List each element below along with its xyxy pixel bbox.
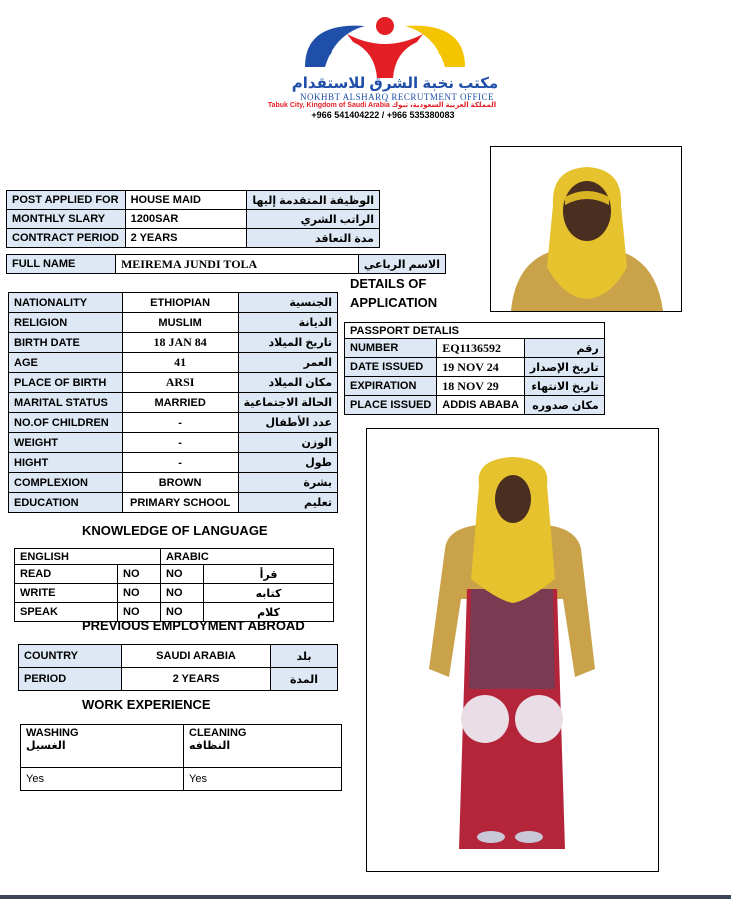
row-arabic: NO xyxy=(161,584,204,603)
row-value: PRIMARY SCHOOL xyxy=(122,493,238,513)
row-value: - xyxy=(122,413,238,433)
row-value: MARRIED xyxy=(122,393,238,413)
row-english: NO xyxy=(118,565,161,584)
row-label: RELIGION xyxy=(9,313,123,333)
office-phones: +966 541404222 / +966 535380083 xyxy=(311,110,455,120)
table-row xyxy=(9,293,338,313)
row-value: - xyxy=(122,453,238,473)
table-row xyxy=(7,255,446,274)
office-location: Tabuk City, Kingdom of Saudi Arabia المملكة العربية السعودية، تبوك xyxy=(267,102,497,109)
job-table xyxy=(6,190,380,248)
experience-heading: WORK EXPERIENCE xyxy=(82,697,211,712)
row-ar: تعليم xyxy=(238,493,337,513)
row-ar: رقم xyxy=(524,339,604,358)
post-ar: الوظيفة المتقدمة إليها xyxy=(247,191,380,210)
table-row xyxy=(345,377,605,396)
row-label: READ xyxy=(15,565,118,584)
row-label: NUMBER xyxy=(345,339,437,358)
row-label: PLACE OF BIRTH xyxy=(9,373,123,393)
table-row xyxy=(21,725,342,768)
table-row xyxy=(9,393,338,413)
passport-title: PASSPORT DETALIS xyxy=(345,323,605,339)
personal-table xyxy=(8,292,338,513)
row-label: COMPLEXION xyxy=(9,473,123,493)
country-ar: بلد xyxy=(271,645,338,668)
col-english: ENGLISH xyxy=(15,549,161,565)
office-name-en: NOKHBT ALSHARQ RECRUTMENT OFFICE xyxy=(300,92,494,102)
row-ar: تاريخ الانتهاء xyxy=(524,377,604,396)
table-row xyxy=(9,353,338,373)
row-label: SPEAK xyxy=(15,603,118,622)
details-heading-2: APPLICATION xyxy=(350,295,438,310)
table-row xyxy=(9,373,338,393)
cleaning-en: CLEANING xyxy=(189,727,247,739)
row-label: MARITAL STATUS xyxy=(9,393,123,413)
period-label: PERIOD xyxy=(19,668,122,691)
table-row xyxy=(7,210,380,229)
table-row xyxy=(345,358,605,377)
salary-ar: الراتب الشري xyxy=(247,210,380,229)
post-label: POST APPLIED FOR xyxy=(7,191,126,210)
country-value: SAUDI ARABIA xyxy=(122,645,271,668)
table-row xyxy=(9,413,338,433)
row-label: NATIONALITY xyxy=(9,293,123,313)
row-label: PLACE ISSUED xyxy=(345,396,437,415)
table-row xyxy=(9,453,338,473)
full-body-photo xyxy=(366,428,659,872)
row-english: NO xyxy=(118,584,161,603)
bottom-bar xyxy=(0,895,731,899)
row-value: 19 NOV 24 xyxy=(437,358,525,377)
office-name-ar: مكتب نخبة الشرق للاستقدام xyxy=(291,75,499,92)
full-name-ar: الاسم الرباعي xyxy=(358,255,445,274)
row-ar: العمر xyxy=(238,353,337,373)
period-value: 2 YEARS xyxy=(122,668,271,691)
row-label: NO.OF CHILDREN xyxy=(9,413,123,433)
row-ar: قرأ xyxy=(204,565,334,584)
row-label: EDUCATION xyxy=(9,493,123,513)
row-ar: عدد الأطفال xyxy=(238,413,337,433)
row-ar: الوزن xyxy=(238,433,337,453)
row-ar: الديانة xyxy=(238,313,337,333)
table-row xyxy=(345,396,605,415)
row-ar: الحالة الاجتماعية xyxy=(238,393,337,413)
table-row xyxy=(21,768,342,791)
cleaning-value: Yes xyxy=(184,768,342,791)
row-english: NO xyxy=(118,603,161,622)
row-label: BIRTH DATE xyxy=(9,333,123,353)
row-value: ADDIS ABABA xyxy=(437,396,525,415)
table-row xyxy=(9,433,338,453)
row-ar: بشرة xyxy=(238,473,337,493)
name-table xyxy=(6,254,446,274)
col-arabic: ARABIC xyxy=(161,549,334,565)
row-label: WEIGHT xyxy=(9,433,123,453)
cleaning-ar: النظافه xyxy=(189,740,231,752)
row-label: AGE xyxy=(9,353,123,373)
table-row xyxy=(9,493,338,513)
period-ar: المدة xyxy=(271,668,338,691)
row-value: ARSI xyxy=(122,373,238,393)
table-row xyxy=(7,191,380,210)
row-ar: طول xyxy=(238,453,337,473)
portrait-photo xyxy=(490,146,682,312)
table-row xyxy=(345,323,605,339)
row-value: BROWN xyxy=(122,473,238,493)
salary-label: MONTHLY SLARY xyxy=(7,210,126,229)
salary-value: 1200SAR xyxy=(125,210,247,229)
row-ar: تاريخ الإصدار xyxy=(524,358,604,377)
details-heading-1: DETAILS OF xyxy=(350,276,427,291)
table-row xyxy=(9,333,338,353)
row-ar: مكان صدوره xyxy=(524,396,604,415)
employment-table xyxy=(18,644,338,691)
row-value: - xyxy=(122,433,238,453)
full-name-value: MEIREMA JUNDI TOLA xyxy=(115,255,358,274)
table-row xyxy=(15,549,334,565)
row-label: EXPIRATION xyxy=(345,377,437,396)
washing-value: Yes xyxy=(21,768,184,791)
row-value: 18 JAN 84 xyxy=(122,333,238,353)
contract-value: 2 YEARS xyxy=(125,229,247,248)
table-row xyxy=(15,565,334,584)
row-value: 18 NOV 29 xyxy=(437,377,525,396)
post-value: HOUSE MAID xyxy=(125,191,247,210)
row-value: MUSLIM xyxy=(122,313,238,333)
table-row xyxy=(19,645,338,668)
row-value: ETHIOPIAN xyxy=(122,293,238,313)
experience-table xyxy=(20,724,342,791)
table-row xyxy=(15,584,334,603)
row-label: WRITE xyxy=(15,584,118,603)
row-value: 41 xyxy=(122,353,238,373)
row-ar: تاريخ الميلاد xyxy=(238,333,337,353)
country-label: COUNTRY xyxy=(19,645,122,668)
cleaning-cell xyxy=(184,725,342,768)
language-heading: KNOWLEDGE OF LANGUAGE xyxy=(82,523,268,538)
row-ar: كلام xyxy=(204,603,334,622)
table-row xyxy=(19,668,338,691)
row-ar: كتابه xyxy=(204,584,334,603)
row-arabic: NO xyxy=(161,565,204,584)
row-label: HIGHT xyxy=(9,453,123,473)
table-row xyxy=(9,313,338,333)
employment-heading: PREVIOUS EMPLOYMENT ABROAD xyxy=(82,618,305,633)
language-table xyxy=(14,548,334,622)
table-row xyxy=(7,229,380,248)
passport-table xyxy=(344,322,605,415)
row-value: EQ1136592 xyxy=(437,339,525,358)
full-name-label: FULL NAME xyxy=(7,255,116,274)
contract-label: CONTRACT PERIOD xyxy=(7,229,126,248)
row-arabic: NO xyxy=(161,603,204,622)
washing-cell xyxy=(21,725,184,768)
row-ar: مكان الميلاد xyxy=(238,373,337,393)
row-label: DATE ISSUED xyxy=(345,358,437,377)
washing-ar: الغسيل xyxy=(26,740,66,752)
row-ar: الجنسية xyxy=(238,293,337,313)
table-row xyxy=(9,473,338,493)
table-row xyxy=(345,339,605,358)
washing-en: WASHING xyxy=(26,727,79,739)
contract-ar: مدة التعاقد xyxy=(247,229,380,248)
